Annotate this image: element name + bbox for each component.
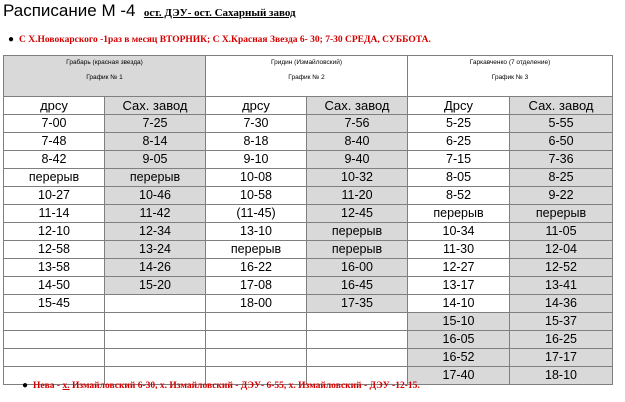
time-cell: 17-17: [510, 349, 613, 367]
time-cell: 15-37: [510, 313, 613, 331]
time-cell: 11-05: [510, 223, 613, 241]
time-cell: 9-22: [510, 187, 613, 205]
table-row: [4, 133, 613, 151]
time-cell: [105, 331, 206, 349]
driver-header-2: [206, 56, 408, 97]
time-cell: перерыв: [510, 205, 613, 223]
time-cell: 8-40: [307, 133, 408, 151]
bottom-note-part: х.: [62, 381, 70, 391]
time-cell: 13-41: [510, 277, 613, 295]
time-cell: (11-45): [206, 205, 307, 223]
title-main: Расписание М -4: [3, 1, 136, 20]
time-cell: 12-58: [4, 241, 105, 259]
time-cell: 6-25: [408, 133, 510, 151]
driver-name: Гридин (Измайловский): [270, 59, 343, 66]
table-row: [4, 241, 613, 259]
time-cell: перерыв: [408, 205, 510, 223]
table-row: [4, 295, 613, 313]
time-cell: 16-00: [307, 259, 408, 277]
time-cell: 7-30: [206, 115, 307, 133]
time-cell: [307, 349, 408, 367]
time-cell: 14-10: [408, 295, 510, 313]
page-title: [3, 1, 296, 23]
column-header: дрсу: [206, 97, 307, 115]
time-cell: 7-00: [4, 115, 105, 133]
time-cell: перерыв: [307, 223, 408, 241]
time-cell: 9-40: [307, 151, 408, 169]
time-cell: перерыв: [206, 241, 307, 259]
time-cell: 15-20: [105, 277, 206, 295]
time-cell: 8-25: [510, 169, 613, 187]
time-cell: 16-22: [206, 259, 307, 277]
table-row: [4, 259, 613, 277]
schedule-number: График № 3: [491, 74, 529, 81]
schedule-number: График № 1: [86, 74, 123, 81]
column-header-row: [4, 97, 613, 115]
time-cell: 15-45: [4, 295, 105, 313]
table-row: [4, 349, 613, 367]
time-cell: 13-24: [105, 241, 206, 259]
time-cell: [4, 313, 105, 331]
column-header: Сах. завод: [307, 97, 408, 115]
time-cell: 5-55: [510, 115, 613, 133]
time-cell: 12-27: [408, 259, 510, 277]
time-cell: 18-10: [510, 367, 613, 385]
time-cell: [206, 331, 307, 349]
time-cell: 10-46: [105, 187, 206, 205]
time-cell: 12-52: [510, 259, 613, 277]
driver-header-row: [4, 56, 613, 97]
column-header: Сах. завод: [105, 97, 206, 115]
time-cell: 16-45: [307, 277, 408, 295]
time-cell: перерыв: [4, 169, 105, 187]
top-note-text: С Х.Новокарского -1раз в месяц ВТОРНИК; С Х.Красная Звезда 6- 30; 7-30 СРЕДА, СУББОТА.: [19, 35, 431, 45]
column-header: Дрсу: [408, 97, 510, 115]
time-cell: 7-36: [510, 151, 613, 169]
time-cell: 9-10: [206, 151, 307, 169]
time-cell: 10-27: [4, 187, 105, 205]
top-note: [8, 34, 431, 45]
bottom-note-part: Измайловский 6-30, х. Измайловский - ДЭУ- 6-55, х. Измайловский - ДЭУ -12-15.: [69, 381, 420, 391]
time-cell: 15-10: [408, 313, 510, 331]
time-cell: 8-52: [408, 187, 510, 205]
time-cell: [206, 349, 307, 367]
time-cell: 12-04: [510, 241, 613, 259]
time-cell: 9-05: [105, 151, 206, 169]
time-cell: 7-25: [105, 115, 206, 133]
time-cell: [4, 331, 105, 349]
time-cell: 14-50: [4, 277, 105, 295]
time-cell: 17-40: [408, 367, 510, 385]
time-cell: 13-58: [4, 259, 105, 277]
driver-name: Гаркавченко (7 отделение): [469, 59, 551, 66]
table-row: [4, 313, 613, 331]
driver-name: Грабарь (красная звезда): [66, 59, 143, 66]
schedule-number: График № 2: [288, 74, 325, 81]
table-row: [4, 205, 613, 223]
time-cell: [4, 349, 105, 367]
table-row: [4, 151, 613, 169]
time-cell: 11-14: [4, 205, 105, 223]
time-cell: [307, 313, 408, 331]
schedule-table: [3, 55, 613, 385]
time-cell: [105, 295, 206, 313]
time-cell: 10-58: [206, 187, 307, 205]
time-cell: 14-26: [105, 259, 206, 277]
table-row: [4, 223, 613, 241]
time-cell: 13-17: [408, 277, 510, 295]
table-row: [4, 277, 613, 295]
time-cell: 6-50: [510, 133, 613, 151]
time-cell: 8-42: [4, 151, 105, 169]
time-cell: 16-05: [408, 331, 510, 349]
time-cell: 5-25: [408, 115, 510, 133]
bullet-icon: ●: [22, 380, 29, 391]
driver-header-1: [4, 56, 206, 97]
time-cell: [105, 349, 206, 367]
time-cell: [206, 313, 307, 331]
time-cell: 16-25: [510, 331, 613, 349]
table-row: [4, 115, 613, 133]
time-cell: 18-00: [206, 295, 307, 313]
time-cell: 17-35: [307, 295, 408, 313]
time-cell: 8-18: [206, 133, 307, 151]
time-cell: 12-34: [105, 223, 206, 241]
time-cell: [307, 331, 408, 349]
time-cell: 13-10: [206, 223, 307, 241]
time-cell: 11-30: [408, 241, 510, 259]
time-cell: 7-48: [4, 133, 105, 151]
time-cell: 16-52: [408, 349, 510, 367]
time-cell: 10-34: [408, 223, 510, 241]
time-cell: 10-32: [307, 169, 408, 187]
time-cell: 11-42: [105, 205, 206, 223]
time-cell: 7-56: [307, 115, 408, 133]
column-header: дрсу: [4, 97, 105, 115]
time-cell: [105, 313, 206, 331]
time-cell: 8-05: [408, 169, 510, 187]
schedule-body: [4, 115, 613, 385]
table-row: [4, 169, 613, 187]
table-row: [4, 187, 613, 205]
time-cell: 17-08: [206, 277, 307, 295]
time-cell: перерыв: [307, 241, 408, 259]
time-cell: 12-45: [307, 205, 408, 223]
table-row: [4, 331, 613, 349]
time-cell: перерыв: [105, 169, 206, 187]
column-header: Сах. завод: [510, 97, 613, 115]
driver-header-3: [408, 56, 613, 97]
time-cell: 7-15: [408, 151, 510, 169]
time-cell: 12-10: [4, 223, 105, 241]
title-route: ост. ДЭУ- ост. Сахарный завод: [143, 7, 296, 19]
bullet-icon: ●: [8, 34, 15, 45]
time-cell: 10-08: [206, 169, 307, 187]
time-cell: 11-20: [307, 187, 408, 205]
bottom-note: [22, 380, 420, 391]
time-cell: 14-36: [510, 295, 613, 313]
bottom-note-part: Нева -: [33, 381, 63, 391]
time-cell: 8-14: [105, 133, 206, 151]
